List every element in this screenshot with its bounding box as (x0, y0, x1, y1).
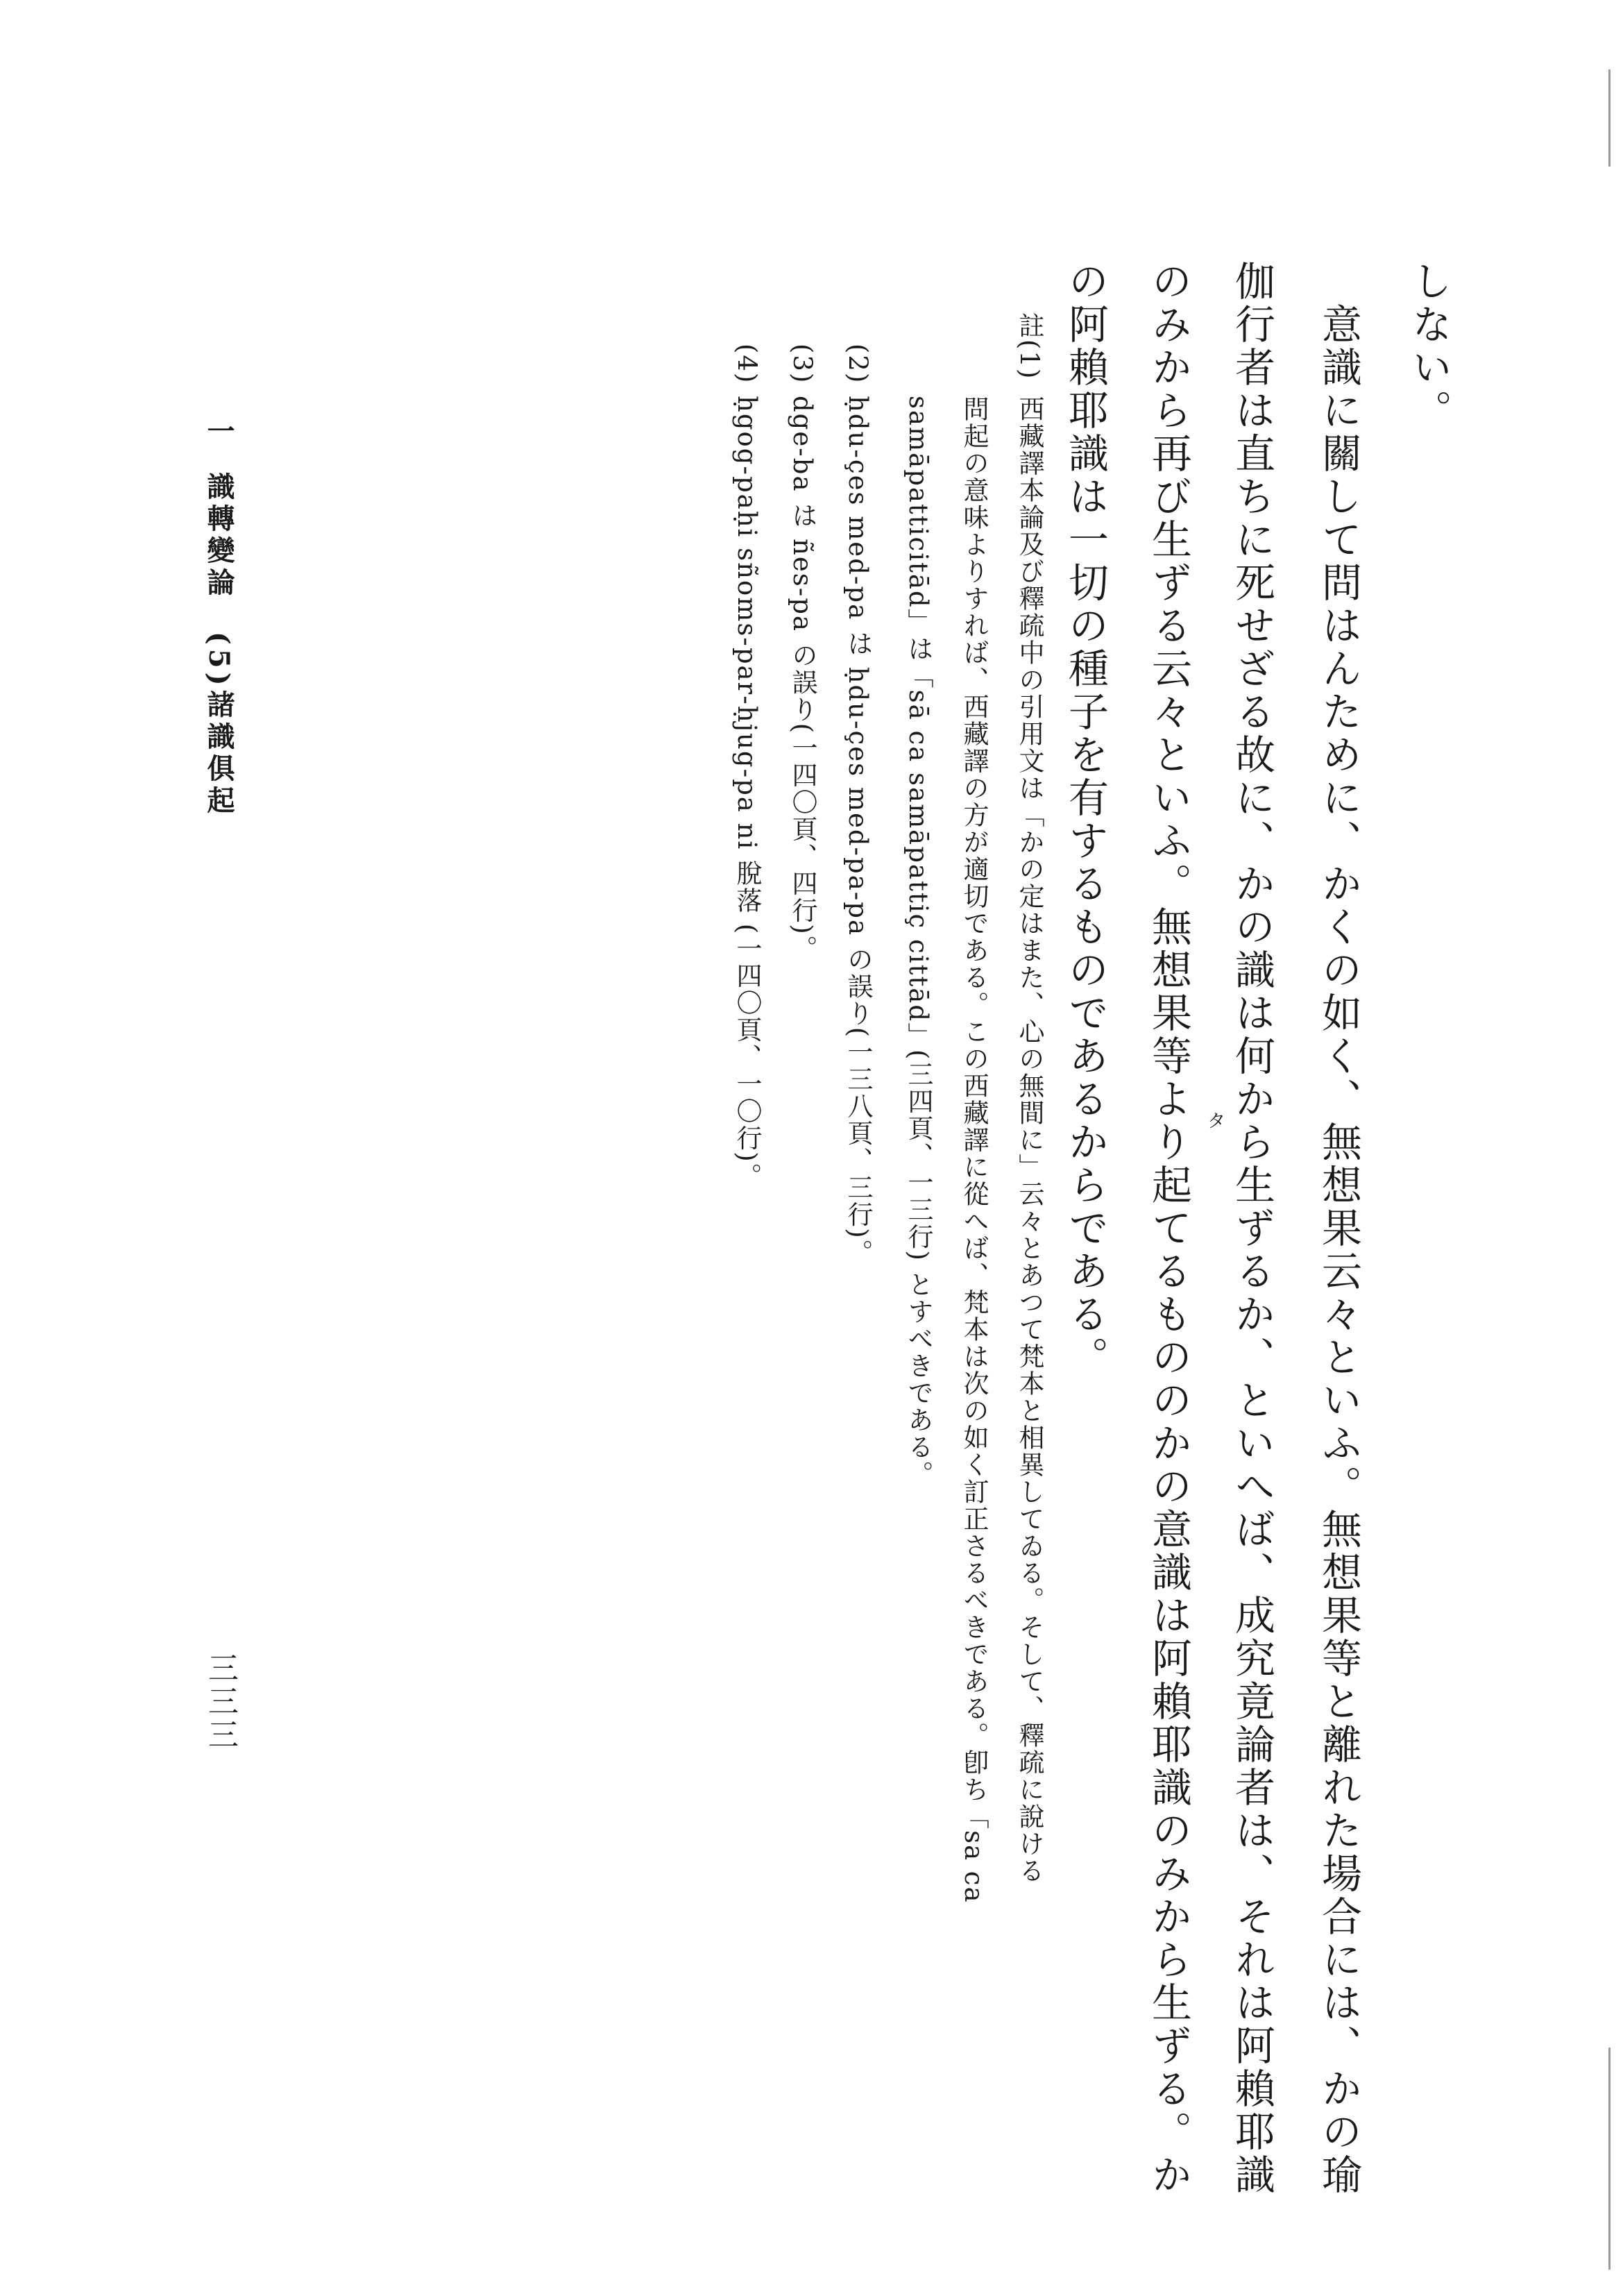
running-title: 識轉變論 (203, 472, 235, 600)
note-1-line-1: 西藏譯本論及び釋疏中の引用文は「かの定はまた、心の無間に」云々とあつて梵本と相異してゐる。そして、釋疏に說ける (1014, 396, 1044, 1884)
note-1-line-2: 問起の意味よりすれば、西藏譯の方が適切である。この西藏譯に從へば、梵本は次の如く訂正さるべきである。卽ち「sa ca (959, 396, 989, 1904)
body-line-3: 伽行者は直ちに死せざる故に、かの識は何から生ずるか、といへば、成究竟論者は、それは阿賴耶識 (1228, 260, 1275, 2197)
running-section-marker: 一 (203, 416, 235, 448)
note-2-marker: (2) (843, 344, 873, 385)
body-line-1: しない。 (1405, 260, 1452, 432)
note-2-line-1: ḥdu-çes med-pa は ḥdu-çes med-pa-pa の誤り(一三八頁、三行)。 (843, 396, 873, 1267)
note-4-marker: (4) (732, 344, 762, 385)
scan-mark-bottom (1608, 2048, 1611, 2270)
note-1-line-3: samāpatticitād」は「sā ca samāpattiç cittād」(三四頁、一三行) とすべきである。 (903, 396, 933, 1488)
note-4-line-1: ḥgog-paḥi sñoms-par-ḥjug-pa ni 脫落 (一四〇頁、一〇行)。 (732, 396, 762, 1190)
body-line-2: 意識に關して問はんために、かくの如く、無想果云々といふ。無想果等と離れた場合には、かの瑜 (1315, 260, 1362, 2197)
notes-label-text: 註 (1014, 312, 1044, 339)
note-1-marker: (1) (1014, 339, 1044, 380)
notes-label (1014, 312, 1044, 380)
running-subsection: (5)諸識俱起 (203, 632, 235, 818)
note-3-marker: (3) (788, 344, 817, 385)
page-number: 三三三 (203, 1652, 238, 1752)
body-line-4: のみから再び生ずる云々といふ。無想果等より起てるもののかの意識は阿賴耶識のみから生ずる。か (1145, 260, 1192, 2197)
scan-mark-top (1608, 69, 1611, 167)
note-3-line-1: dge-ba は ñes-pa の誤り(一四〇頁、四行)。 (788, 396, 817, 963)
furigana-ta: タ (1207, 1111, 1226, 1132)
body-line-5: の阿賴耶識は一切の種子を有するものであるからである。 (1062, 260, 1109, 1379)
